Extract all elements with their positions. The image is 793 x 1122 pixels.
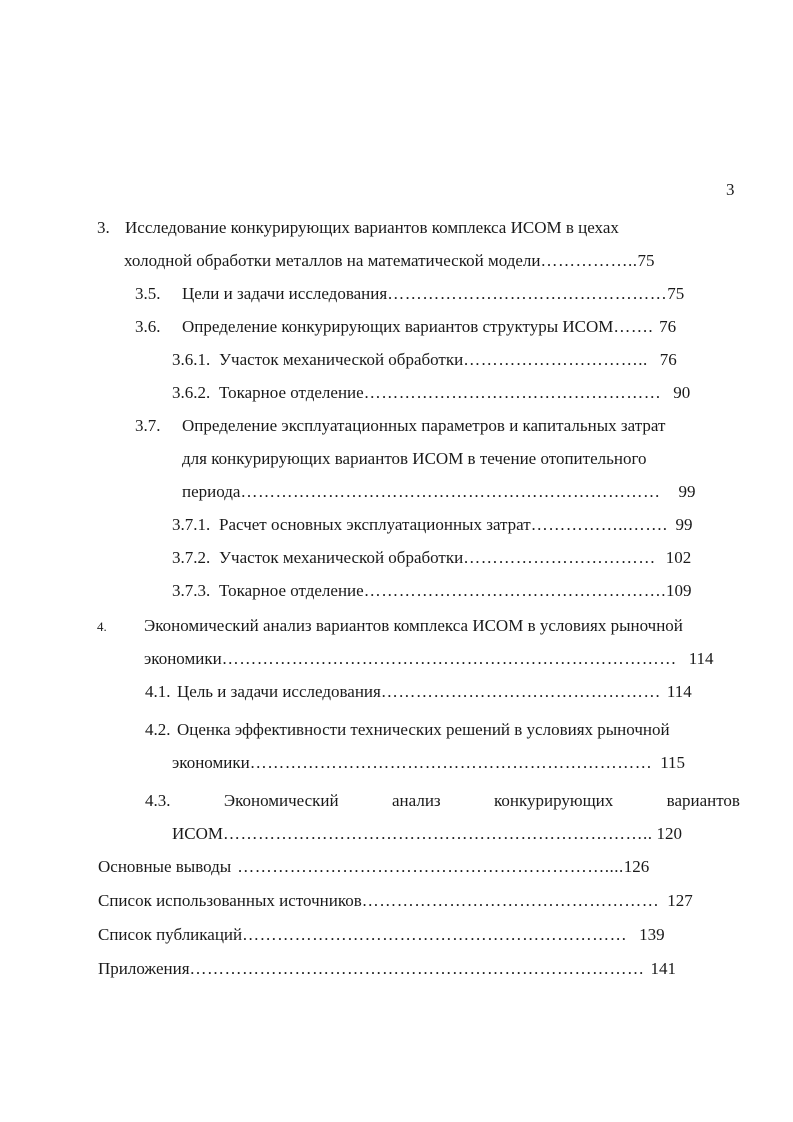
toc-title: Токарное отделение	[219, 581, 364, 600]
toc-title: Цель и задачи исследования	[177, 682, 381, 701]
toc-leader-dots: …………………………………………	[387, 284, 668, 303]
toc-entry-4-2	[145, 720, 670, 740]
toc-entry-4-3	[145, 791, 740, 811]
toc-leader-dots: ……………………………………………	[363, 383, 662, 402]
toc-page: 75	[667, 284, 685, 303]
toc-entry-4-2-cont	[172, 753, 685, 773]
toc-number: 3.5.	[135, 284, 161, 303]
toc-page: 141	[650, 959, 677, 978]
page-number: 3	[726, 180, 735, 199]
toc-title: Определение эксплуатационных параметров и капитальных затрат	[182, 416, 666, 435]
toc-entry-3-7-1	[172, 515, 692, 535]
toc-title: Основные выводы	[98, 857, 232, 876]
toc-entry-3-6-1	[172, 350, 677, 370]
toc-page: 99	[678, 482, 696, 501]
toc-entry-3	[97, 218, 619, 238]
toc-entry-4-3-cont	[172, 824, 682, 844]
toc-number: 3.7.1.	[172, 515, 211, 534]
toc-page: 120	[656, 824, 683, 843]
toc-page: 76	[659, 350, 677, 369]
toc-entry-3-7-cont2	[182, 482, 695, 502]
toc-title: Экономический анализ вариантов комплекса ИСОМ в условиях рыночной	[144, 616, 683, 635]
toc-page: 109	[665, 581, 692, 600]
toc-leader-dots: ……………..…….	[530, 515, 668, 534]
toc-title: экономики	[144, 649, 222, 668]
toc-entry-3-7-3	[172, 581, 691, 601]
toc-entry-publications	[98, 925, 665, 945]
toc-leader-dots: ………………………………………………………………..	[223, 824, 653, 843]
toc-title: ИСОМ	[172, 824, 224, 843]
toc-number: 3.6.2.	[172, 383, 211, 402]
toc-title-word: Экономический	[223, 791, 339, 810]
toc-entry-3-cont	[124, 251, 655, 271]
toc-entry-3-6	[135, 317, 676, 337]
toc-title: Список публикаций	[98, 925, 243, 944]
toc-leader-dots: ……………………………………………	[361, 891, 660, 910]
toc-title: для конкурирующих вариантов ИСОМ в течение отопительного	[182, 449, 647, 468]
toc-entry-3-7-cont	[182, 449, 647, 469]
toc-entry-4-cont	[144, 649, 714, 669]
toc-page: 99	[675, 515, 693, 534]
toc-leader-dots: ……………………………………………………………	[249, 753, 653, 772]
toc-page: 139	[639, 925, 665, 944]
toc-number: 3.7.2.	[172, 548, 211, 567]
toc-page: 114	[666, 682, 692, 701]
toc-leader-dots: ……………………………	[463, 548, 656, 567]
toc-leader-dots: …………………………..	[463, 350, 648, 369]
toc-page: 115	[660, 753, 686, 772]
toc-number: 4.2.	[145, 720, 171, 739]
toc-title-word: конкурирующих	[494, 791, 614, 810]
toc-number: 3.	[97, 218, 110, 237]
toc-title: Исследование конкурирующих вариантов комплекса ИСОМ в цехах	[125, 218, 619, 237]
toc-title: Расчет основных эксплуатационных затрат	[219, 515, 531, 534]
toc-leader-dots: …………………………………………	[380, 682, 661, 701]
toc-title: периода	[182, 482, 241, 501]
toc-entry-references	[98, 891, 693, 911]
toc-leader-dots: ………………………………………………………………	[240, 482, 661, 501]
toc-leader-dots: …………………………………………………………	[242, 925, 628, 944]
toc-number: 4.1.	[145, 682, 171, 701]
toc-title-word: анализ	[392, 791, 441, 810]
toc-entry-3-7	[135, 416, 665, 436]
toc-title: Токарное отделение	[219, 383, 364, 402]
toc-title: экономики	[172, 753, 250, 772]
toc-number: 3.6.1.	[172, 350, 211, 369]
toc-page: 75	[637, 251, 655, 270]
toc-title: Оценка эффективности технических решений в условиях рыночной	[177, 720, 670, 739]
toc-entry-conclusions	[98, 857, 649, 877]
toc-title: Участок механической обработки	[219, 548, 464, 567]
toc-entry-3-5	[135, 284, 684, 304]
toc-title: Приложения	[98, 959, 190, 978]
toc-page: 76	[659, 317, 677, 336]
toc-leader-dots: …………………………………………….	[363, 581, 666, 600]
toc-title: Цели и задачи исследования	[182, 284, 388, 303]
toc-leader-dots: ………………………………………………………....	[237, 857, 624, 876]
toc-entry-3-6-2	[172, 383, 690, 403]
toc-title: Участок механической обработки	[219, 350, 464, 369]
toc-leader-dots: ……………………………………………………………………	[189, 959, 645, 978]
toc-entry-appendices	[98, 959, 676, 979]
toc-title: холодной обработки металлов на математической модели	[124, 251, 541, 270]
toc-number: 3.7.	[135, 416, 161, 435]
toc-number: 4.	[97, 619, 107, 634]
toc-page: 102	[665, 548, 692, 567]
toc-number: 4.3.	[145, 791, 171, 810]
toc-leader-dots: ……………..	[540, 251, 638, 270]
toc-entry-3-7-2	[172, 548, 691, 568]
toc-title-word: вариантов	[666, 791, 740, 810]
toc-title: Список использованных источников	[98, 891, 362, 910]
toc-entry-4-1	[145, 682, 692, 702]
toc-entry-4	[97, 616, 683, 637]
toc-leader-dots: …….	[613, 317, 654, 336]
toc-leader-dots: ……………………………………………………………………	[221, 649, 677, 668]
toc-title: Определение конкурирующих вариантов структуры ИСОМ	[182, 317, 614, 336]
toc-number: 3.6.	[135, 317, 161, 336]
toc-page: 126	[623, 857, 650, 876]
toc-page: 90	[673, 383, 691, 402]
toc-page: 127	[667, 891, 693, 910]
toc-page: 114	[688, 649, 714, 668]
toc-number: 3.7.3.	[172, 581, 211, 600]
